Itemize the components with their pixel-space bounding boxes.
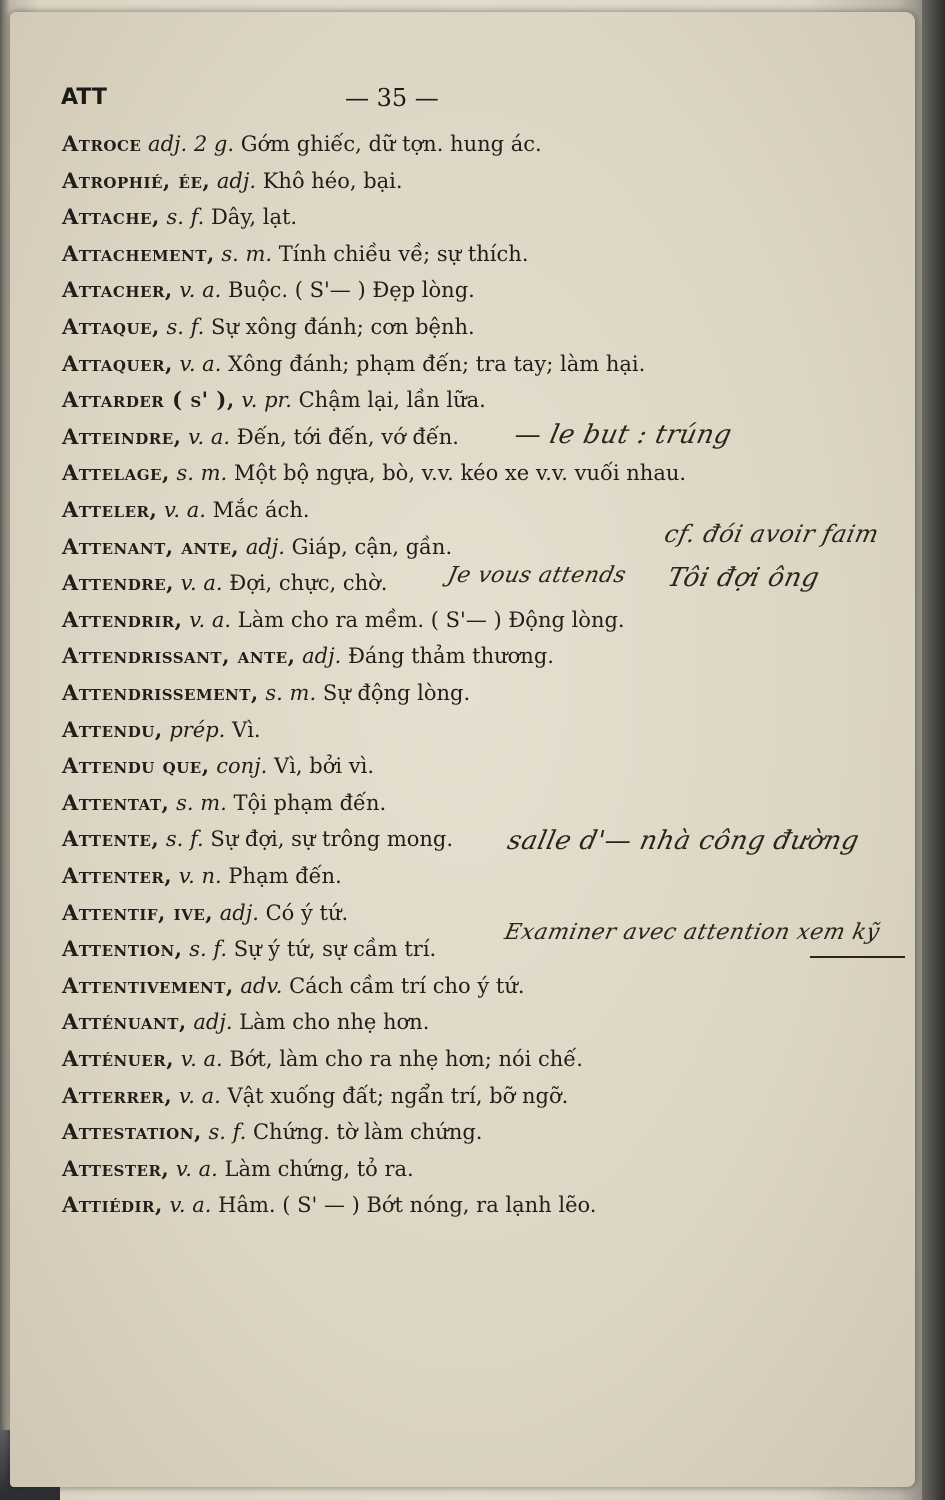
entry-definition: Chậm lại, lần lữa. bbox=[298, 388, 486, 412]
dictionary-entry bbox=[62, 350, 645, 378]
handwritten-underline bbox=[810, 956, 905, 958]
entry-headword: Attiédir, bbox=[62, 1192, 163, 1217]
dictionary-entry bbox=[62, 972, 525, 1000]
entry-headword: Attente, bbox=[62, 826, 160, 851]
dictionary-entry bbox=[62, 1155, 414, 1183]
page-number: — 35 — bbox=[345, 84, 439, 112]
entry-headword: Attendu que, bbox=[62, 753, 210, 778]
entry-grammar: v. a. bbox=[189, 608, 232, 632]
dictionary-entry bbox=[62, 899, 348, 927]
dictionary-entry bbox=[62, 313, 475, 341]
handwritten-note-toi-doi-ong: Tôi đợi ông bbox=[664, 563, 823, 593]
entry-headword: Attaque, bbox=[62, 314, 160, 339]
entry-grammar: adj. bbox=[193, 1010, 233, 1034]
entry-headword: Attaquer, bbox=[62, 351, 173, 376]
entry-grammar: v. a. bbox=[169, 1193, 212, 1217]
entry-definition: Cách cầm trí cho ý tứ. bbox=[289, 974, 525, 998]
entry-definition: Chứng. tờ làm chứng. bbox=[252, 1120, 483, 1144]
entry-headword: Attelage, bbox=[62, 460, 170, 485]
entry-definition: Khô héo, bại. bbox=[262, 169, 403, 193]
entry-grammar: s. m. bbox=[176, 461, 228, 485]
handwritten-note-je-vous-attends: Je vous attends bbox=[445, 563, 629, 588]
dictionary-entry bbox=[62, 935, 436, 963]
entry-definition: Gớm ghiếc, dữ tợn. hung ác. bbox=[240, 132, 542, 156]
entry-definition: Có ý tứ. bbox=[265, 901, 349, 925]
entry-definition: Hâm. ( S' — ) Bớt nóng, ra lạnh lẽo. bbox=[218, 1193, 597, 1217]
entry-grammar: s. f. bbox=[166, 315, 205, 339]
entry-definition: Buộc. ( S'— ) Đẹp lòng. bbox=[228, 278, 475, 302]
entry-definition: Làm chứng, tỏ ra. bbox=[224, 1157, 414, 1181]
entry-headword: Atteler, bbox=[62, 497, 158, 522]
entry-grammar: adj. bbox=[302, 644, 342, 668]
dictionary-entry bbox=[62, 533, 452, 561]
entry-grammar: adv. bbox=[240, 974, 283, 998]
entry-headword: Atterrer, bbox=[62, 1083, 173, 1108]
entry-headword: Attendre, bbox=[62, 570, 174, 595]
entry-grammar: v. a. bbox=[178, 1084, 221, 1108]
entry-grammar: s. m. bbox=[221, 242, 273, 266]
entry-definition: Đến, tới đến, vớ đến. bbox=[236, 425, 459, 449]
dictionary-entry bbox=[62, 1082, 568, 1110]
entry-grammar: v. a. bbox=[175, 1157, 218, 1181]
entry-headword: Attentif, ive, bbox=[62, 900, 214, 925]
entry-headword: Atténuant, bbox=[62, 1009, 187, 1034]
entry-grammar: s. f. bbox=[166, 205, 205, 229]
entry-grammar: v. a. bbox=[188, 425, 231, 449]
entry-definition: Sự động lòng. bbox=[322, 681, 471, 705]
dictionary-entry bbox=[62, 825, 453, 853]
entry-grammar: v. n. bbox=[178, 864, 222, 888]
entry-grammar: v. a. bbox=[180, 1047, 223, 1071]
entry-grammar: s. f. bbox=[189, 937, 228, 961]
handwritten-note-examiner: Examiner avec attention xem kỹ bbox=[502, 920, 883, 945]
entry-definition: Bớt, làm cho ra nhẹ hơn; nói chế. bbox=[229, 1047, 583, 1071]
entry-headword: Attentat, bbox=[62, 790, 170, 815]
entry-headword: Attachement, bbox=[62, 241, 215, 266]
entry-definition: Sự đợi, sự trông mong. bbox=[210, 827, 454, 851]
entry-headword: Attendrissant, ante, bbox=[62, 643, 296, 668]
dictionary-entry bbox=[62, 240, 529, 268]
entry-grammar: s. f. bbox=[165, 827, 204, 851]
dictionary-entry bbox=[62, 1008, 429, 1036]
dictionary-entry bbox=[62, 1045, 583, 1073]
entry-grammar: s. m. bbox=[176, 791, 227, 815]
dictionary-entry bbox=[62, 386, 486, 414]
entry-headword: Attention, bbox=[62, 936, 183, 961]
dictionary-entry bbox=[62, 459, 686, 487]
entry-grammar: adj. bbox=[245, 535, 285, 559]
dictionary-entry bbox=[62, 862, 342, 890]
entry-grammar: v. a. bbox=[179, 278, 222, 302]
entry-grammar: v. a. bbox=[179, 352, 222, 376]
running-header: ATT bbox=[61, 85, 107, 110]
dictionary-entry bbox=[62, 496, 310, 524]
entry-headword: Attenter, bbox=[62, 863, 173, 888]
entry-definition: Dây, lạt. bbox=[210, 205, 298, 229]
entry-definition: Tội phạm đến. bbox=[233, 791, 387, 815]
entry-definition: Vật xuống đất; ngẩn trí, bỡ ngỡ. bbox=[227, 1084, 569, 1108]
entry-definition: Đáng thảm thương. bbox=[347, 644, 554, 668]
entry-definition: Vì, bởi vì. bbox=[274, 754, 374, 778]
dictionary-entry bbox=[62, 423, 459, 451]
entry-definition: Làm cho nhẹ hơn. bbox=[239, 1010, 430, 1034]
book-page bbox=[10, 12, 915, 1487]
handwritten-note-doi-faim: cf. đói avoir faim bbox=[662, 520, 882, 548]
entry-headword: Attentivement, bbox=[62, 973, 234, 998]
entry-headword: Attendu, bbox=[62, 717, 163, 742]
entry-grammar: adj. bbox=[219, 901, 259, 925]
entry-headword: Attacher, bbox=[62, 277, 173, 302]
dictionary-entry bbox=[62, 752, 374, 780]
entry-definition: Mắc ách. bbox=[212, 498, 310, 522]
dictionary-entry bbox=[62, 276, 475, 304]
entry-definition: Tính chiều về; sự thích. bbox=[278, 242, 529, 266]
entry-definition: Xông đánh; phạm đến; tra tay; làm hại. bbox=[228, 352, 646, 376]
entry-definition: Phạm đến. bbox=[228, 864, 342, 888]
entry-grammar: prép. bbox=[169, 718, 226, 742]
entry-headword: Attarder ( s' ), bbox=[62, 387, 235, 412]
handwritten-note-salle: salle d'— nhà công đường bbox=[504, 826, 862, 856]
entry-headword: Attendrissement, bbox=[62, 680, 259, 705]
book-spine bbox=[922, 0, 945, 1500]
entry-definition: Sự xông đánh; cơn bệnh. bbox=[211, 315, 475, 339]
entry-grammar: v. pr. bbox=[241, 388, 292, 412]
dictionary-entry bbox=[62, 606, 625, 634]
entry-definition: Đợi, chực, chờ. bbox=[229, 571, 388, 595]
entry-headword: Atteindre, bbox=[62, 424, 182, 449]
dictionary-entry bbox=[62, 642, 554, 670]
entry-grammar: adj. bbox=[216, 169, 257, 193]
handwritten-note-trung: — le but : trúng bbox=[511, 420, 735, 450]
entry-definition: Giáp, cận, gần. bbox=[291, 535, 453, 559]
entry-headword: Attestation, bbox=[62, 1119, 202, 1144]
entry-definition: Sự ý tứ, sự cầm trí. bbox=[233, 937, 437, 961]
entry-grammar: v. a. bbox=[180, 571, 223, 595]
dictionary-entry bbox=[62, 167, 403, 195]
entry-grammar: conj. bbox=[216, 754, 268, 778]
entry-headword: Atrophié, ée, bbox=[62, 168, 211, 193]
dictionary-entry bbox=[62, 569, 387, 597]
entry-grammar: v. a. bbox=[163, 498, 206, 522]
dictionary-entry bbox=[62, 679, 470, 707]
entry-definition: Một bộ ngựa, bò, v.v. kéo xe v.v. vuối nhau. bbox=[233, 461, 687, 485]
dictionary-entry bbox=[62, 716, 261, 744]
dictionary-entry bbox=[62, 203, 297, 231]
entry-headword: Attester, bbox=[62, 1156, 170, 1181]
dictionary-entry bbox=[62, 130, 542, 158]
entry-headword: Atroce bbox=[62, 131, 142, 156]
entry-headword: Attendrir, bbox=[62, 607, 183, 632]
entry-definition: Vì. bbox=[232, 718, 261, 742]
dictionary-entry bbox=[62, 1118, 482, 1146]
entry-headword: Atténuer, bbox=[62, 1046, 175, 1071]
dictionary-entry bbox=[62, 1191, 596, 1219]
entry-grammar: adj. 2 g. bbox=[148, 132, 235, 156]
entry-grammar: s. m. bbox=[265, 681, 317, 705]
entry-headword: Attenant, ante, bbox=[62, 534, 240, 559]
dictionary-entry bbox=[62, 789, 386, 817]
entry-headword: Attache, bbox=[62, 204, 160, 229]
entry-grammar: s. f. bbox=[208, 1120, 247, 1144]
entry-definition: Làm cho ra mềm. ( S'— ) Động lòng. bbox=[237, 608, 625, 632]
